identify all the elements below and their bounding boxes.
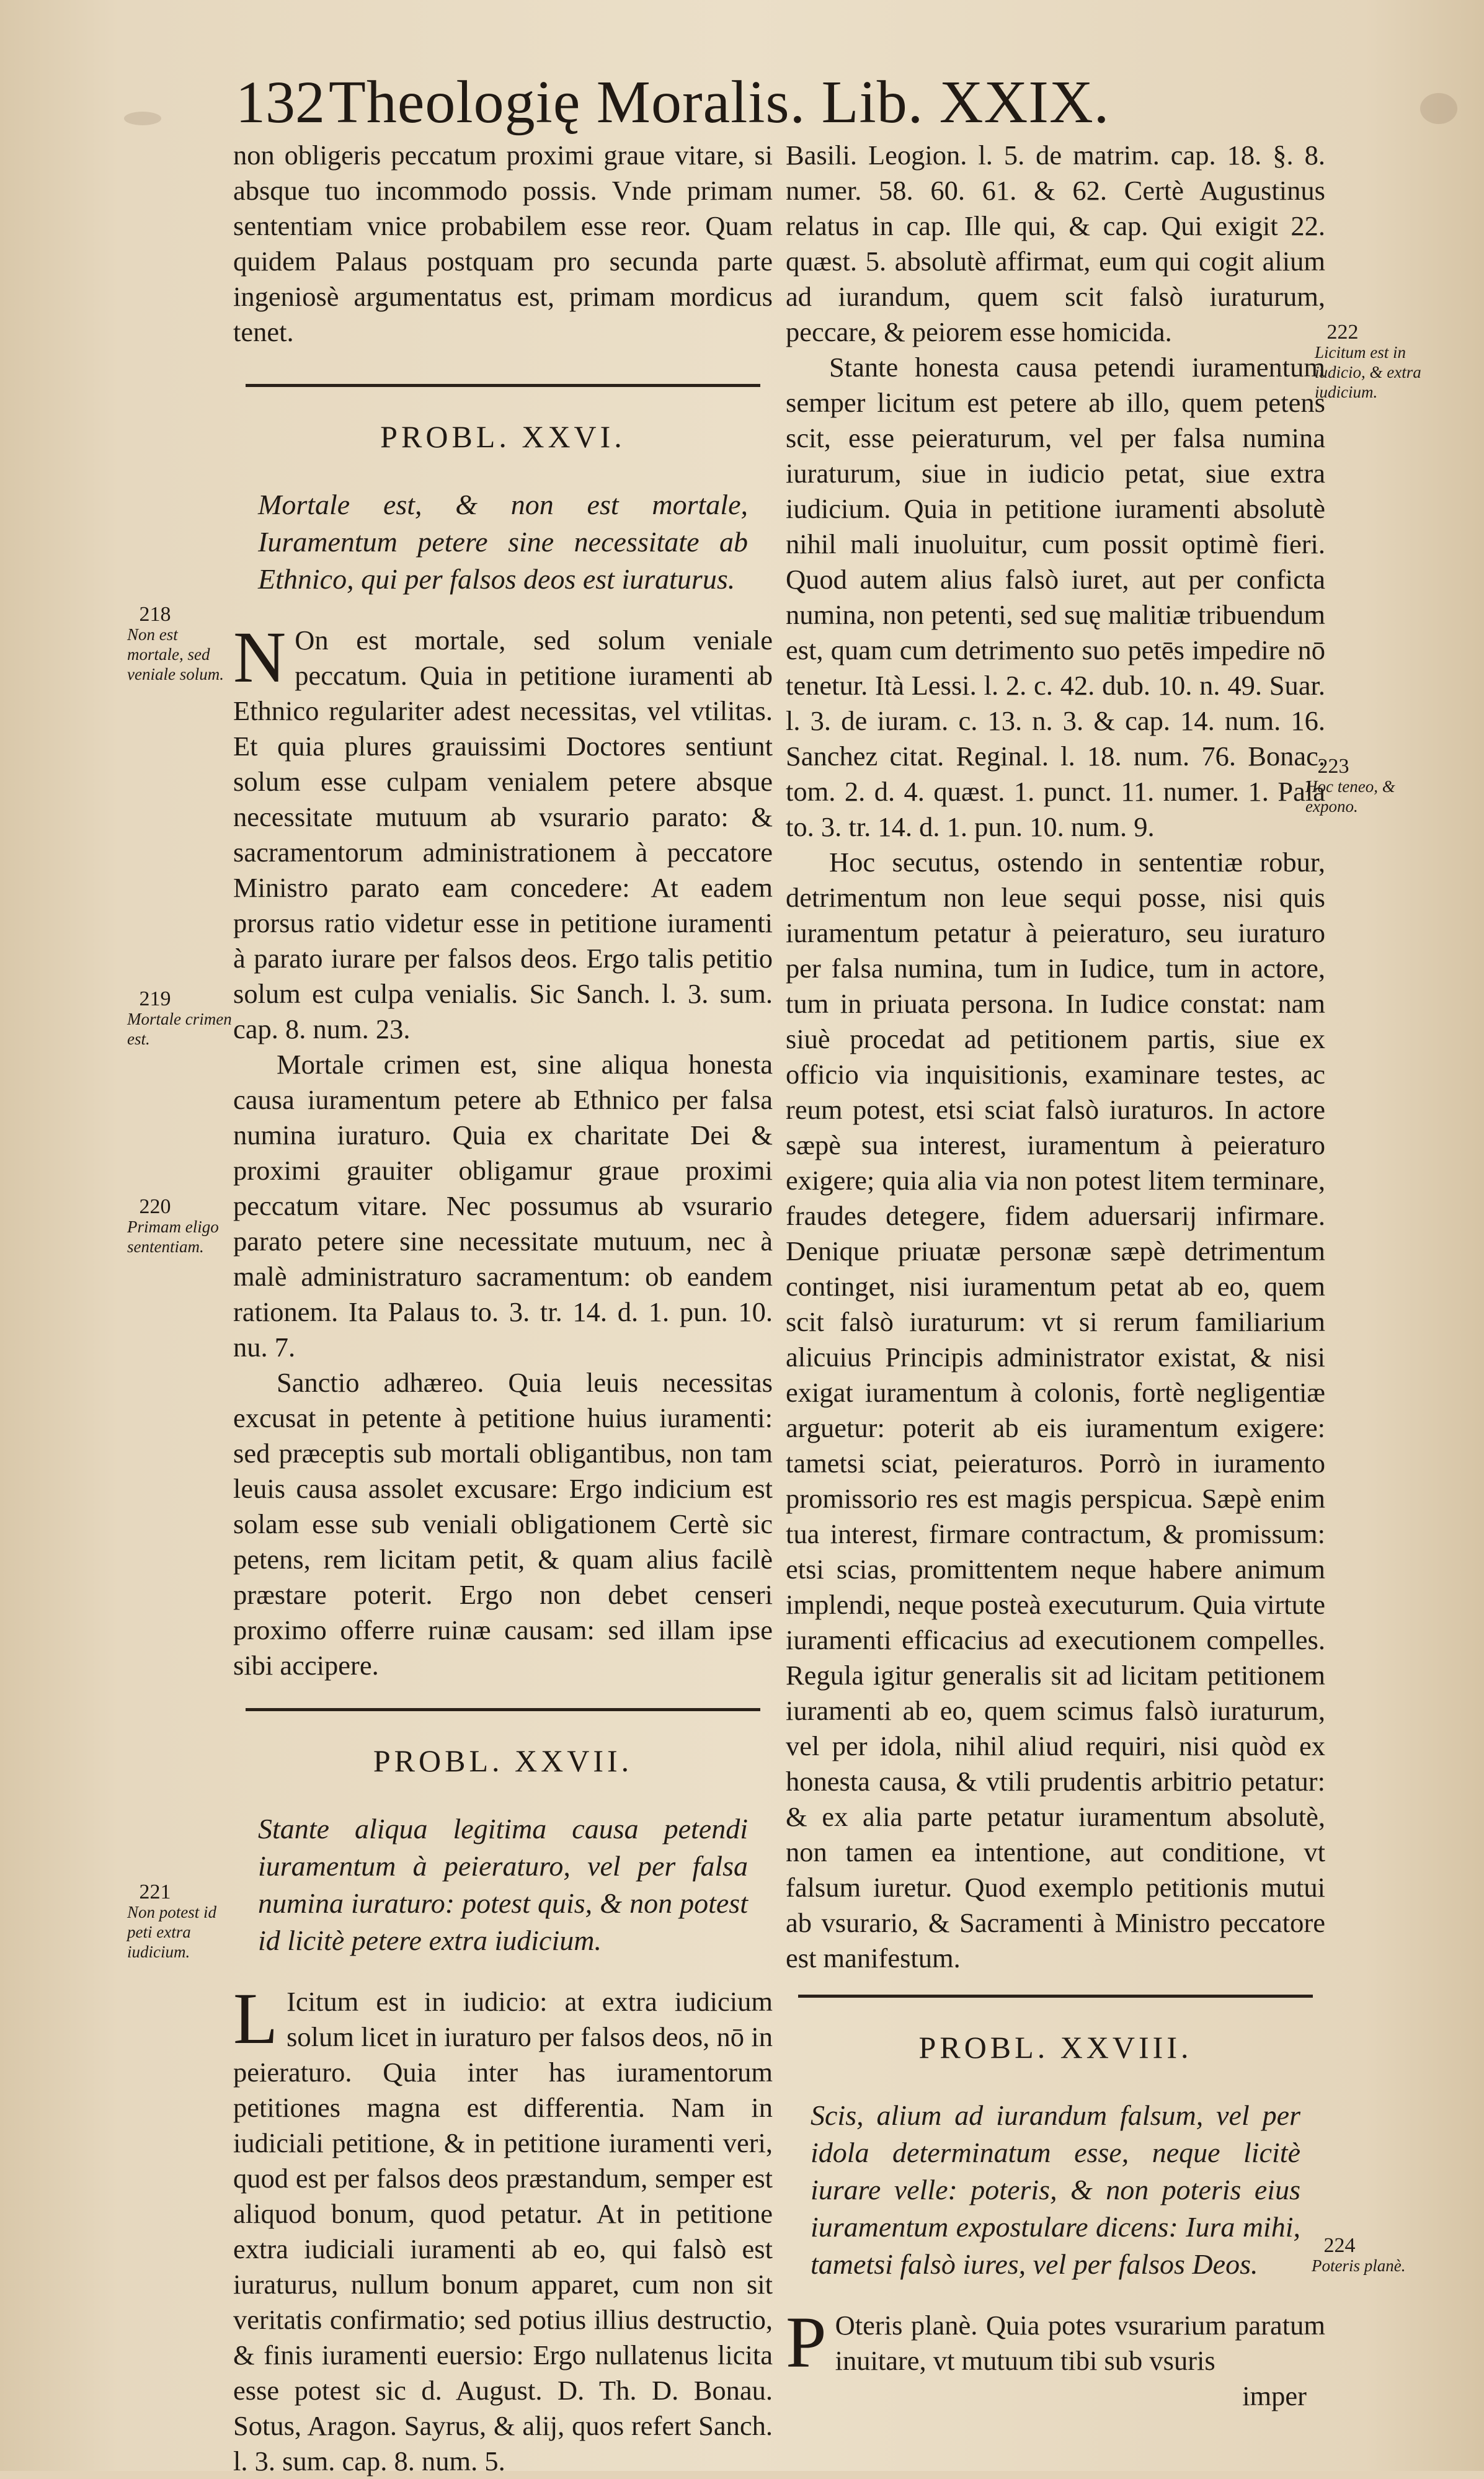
note-text: Hoc teneo, & expono. bbox=[1305, 777, 1395, 816]
drop-cap-n: N bbox=[233, 616, 287, 698]
note-number: 218 bbox=[139, 603, 171, 626]
margin-note-218 bbox=[127, 605, 233, 684]
margin-note-220 bbox=[127, 1197, 233, 1257]
paragraph-218 bbox=[233, 616, 773, 1047]
note-text: Mortale crimen est. bbox=[127, 1010, 232, 1048]
note-number: 221 bbox=[139, 1880, 171, 1903]
intro-paragraph: non obligeris peccatum proximi graue vitare, si absque tuo incommodo possis. Vnde primam sententiam vnice probabilem esse reor. Quam quidem Palaus postquam pro secunda parte ingeniosè argumentatus est, primam mordicus tenet. bbox=[233, 140, 773, 347]
note-text: Primam eligo sententiam. bbox=[127, 1217, 219, 1256]
note-number: 224 bbox=[1323, 2234, 1356, 2257]
paragraph-221 bbox=[233, 1978, 773, 2479]
problem-27-heading: PROBL. XXVII. bbox=[373, 1743, 633, 1778]
problem-28-heading: PROBL. XXVIII. bbox=[918, 2030, 1193, 2065]
section-rule bbox=[246, 384, 760, 387]
paragraph-224 bbox=[786, 2302, 1325, 2383]
drop-cap-p: P bbox=[786, 2302, 827, 2383]
note-text: Non potest id peti extra iudicium. bbox=[127, 1903, 217, 1961]
note-text: Licitum est in iudicio, & extra iudicium. bbox=[1315, 343, 1421, 401]
problem-26-heading: PROBL. XXVI. bbox=[380, 419, 626, 454]
page-header bbox=[236, 68, 1290, 136]
paragraph-221-text: Icitum est in iudicio: at extra iudicium solum licet in iuraturo per falsos deos, nō in peieraturo. Quia inter has iuramentorum petitiones magna est differentia. Nam in iudiciali petitione, & in petitione iuramenti veri, quod est per falsos deos præstandum, semper est aliquod bonum, quod petatur. At in petitione extra iudiciali iuramenti ab eo, qui falsò est iuraturus, nullum bonum apparet, cum non sit veritatis confirmatio; sed potius illius destructio, & finis iuramenti euersio: Ergo nullatenus licita esse potest sic d. August. D. Th. D. Bonau. Sotus, Aragon. Sayrus, & alij, quos refert Sanch. l. 3. sum. cap. 8. num. 5. bbox=[233, 1986, 773, 2477]
problem-26-statement: Mortale est, & non est mortale, Iuramentum petere sine necessitate ab Ethnico, qui per falsos deos est iuraturus. bbox=[258, 489, 748, 595]
margin-note-223 bbox=[1305, 757, 1423, 816]
paragraph-223: Hoc secutus, ostendo in sententiæ robur, detrimentum non leue sequi posse, nisi quis iuramentum petatur à peieraturo, seu iuraturo per falsa numina, tum in Iudice, tum in actore, tum in priuata persona. In Iudice constat: nam siuè procedat ad petitionem partis, siue ex officio via inquisitionis, examinare testes, ac reum potest, etsi sciat falsò iuraturos. In actore sæpè sua interest, iuramentum à peieraturo exigere; quia alia via non potest litem terminare, fraudes detegere, fidem aduersarij infirmare. Denique priuatæ personæ sæpè detrimentum continget, nisi iuramentum petat ab eo, quem scit falsò iuraturum: vt si rerum familiarium alicuius Principis administrator existat, & nisi exigat iuramentum à colonis, fortè negligentiæ arguetur: poterit ab eis iuramentum exigere: tametsi sciat, peieraturos. Porrò in iuramento promissorio res est magis perspicua. Sæpè enim tua interest, firmare contractum, & promissum: etsi scias, promittentem neque habere animum implendi, neque posteà executurum. Quia virtute iuramenti efficacius ad executionem compelles. Regula igitur generalis sit ad licitam petitionem iuramenti ab eo, quem scimus falsò iuraturum, vel per idola, nihil aliud requiri, nisi quòd ex honesta causa, & vtili prudentis arbitrio petatur: & ex alia parte petatur iuramentum absolutè, non tamen ea intentione, aut conditione, vt falsum iuretur. Quod exemplo petitionis mutui ab vsurario, & Sacramenti à Ministro peccatore est manifestum. bbox=[786, 847, 1325, 1974]
note-number: 222 bbox=[1326, 321, 1359, 344]
paragraph-218-text: On est mortale, sed solum veniale peccatum. Quia in petitione iuramenti ab Ethnico regulariter adest necessitas, vel vtilitas. Et quia plures grauissimi Doctores sentiunt solum esse culpam venialem petere absque necessitate mutuum ab vsurario parato: & sacramentorum administrationem à peccatore Ministro parato eam concedere: At eadem prorsus ratio videtur esse in petitione iuramenti à parato iurare per falsos deos. Ergo talis petitio solum est culpa venialis. Sic Sanch. l. 3. sum. cap. 8. num. 23. bbox=[233, 625, 773, 1044]
paragraph-224-text: Oteris planè. Quia potes vsurarium paratum inuitare, vt mutuum tibi sub vsuris bbox=[835, 2310, 1325, 2376]
left-column bbox=[233, 138, 773, 2479]
running-title: Theologię Moralis. Lib. XXIX. bbox=[329, 69, 1110, 136]
catchword: imper bbox=[1242, 2380, 1307, 2411]
note-number: 220 bbox=[139, 1195, 171, 1218]
paragraph-219: Mortale crimen est, sine aliqua honesta causa iuramentum petere ab Ethnico per falsa numina iuraturo. Quia ex charitate Dei & proximi grauiter obligamur graue proximi peccatum vitare. Nec possumus ab vsurario parato petere sine necessitate mutuum, nec à malè administraturo sacramentum: ob eandem rationem. Ita Palaus to. 3. tr. 14. d. 1. pun. 10. nu. 7. bbox=[233, 1049, 773, 1363]
note-number: 219 bbox=[139, 987, 171, 1010]
paragraph-222: Stante honesta causa petendi iuramentum semper licitum est petere ab illo, quem petens scit, esse peieraturum, vel per falsa numina iuraturum, siue in iudicio petat, siue extra iudicium. Quia in petitione iuramenti absolutè nihil mali inuoluitur, cum possit optimè fieri. Quod autem alius falsò iuret, aut per conficta numina, non petenti, sed suę malitiæ tribuendum est, quam cum detrimento suo petēs impedire nō tenetur. Ità Lessi. l. 2. c. 42. dub. 10. n. 49. Suar. l. 3. de iuram. c. 13. n. 3. & cap. 14. num. 16. Sanchez citat. Reginal. l. 18. num. 76. Bonac. tom. 2. d. 4. quæst. 1. punct. 11. numer. 1. Pala to. 3. tr. 14. d. 1. pun. 10. num. 9. bbox=[786, 352, 1325, 842]
section-rule bbox=[798, 1995, 1313, 1998]
note-text: Poteris planè. bbox=[1312, 2256, 1406, 2275]
margin-note-221 bbox=[127, 1882, 233, 1962]
section-rule bbox=[246, 1708, 760, 1711]
note-number: 223 bbox=[1317, 755, 1349, 778]
margin-note-222 bbox=[1315, 323, 1433, 402]
margin-note-219 bbox=[127, 989, 233, 1049]
paragraph-220: Sanctio adhæreo. Quia leuis necessitas excusat in petente à petitione huius iuramenti: sed præceptis sub mortali obligantibus, non tam leuis causa assolet excusare: Ergo indicium est solam esse sub veniali obligationem Certè sic petens, rem licitam petit, & quam alius facilè præstare poterit. Ergo non debet censeri proximo offerre ruinæ causam: sed illam ipse sibi accipere. bbox=[233, 1367, 773, 1681]
problem-27-statement: Stante aliqua legitima causa petendi iuramentum à peieraturo, vel per falsa numina iuraturo: potest quis, & non potest id licitè petere extra iudicium. bbox=[258, 1813, 748, 1956]
margin-note-224 bbox=[1312, 2236, 1429, 2276]
problem-28-statement: Scis, alium ad iurandum falsum, vel per idola determinatum esse, neque licitè iurare velle: poteris, & non poteris eius iuramentum expostulare dicens: Iura mihi, tametsi falsò iures, vel per falsos Deos. bbox=[811, 2099, 1300, 2280]
right-column bbox=[786, 138, 1325, 2414]
drop-cap-l: L bbox=[233, 1978, 278, 2059]
continuation-paragraph: Basili. Leogion. l. 5. de matrim. cap. 18. §. 8. numer. 58. 60. 61. & 62. Certè Augustinus relatus in cap. Ille qui, & cap. Qui exigit 22. quæst. 5. absolutè affirmat, eum qui cogit alium ad iurandum, quem scit falsò iuraturum, peccare, & peiorem esse homicida. bbox=[786, 140, 1325, 347]
note-text: Non est mortale, sed veniale solum. bbox=[127, 625, 224, 683]
page-number: 132 bbox=[236, 69, 325, 135]
